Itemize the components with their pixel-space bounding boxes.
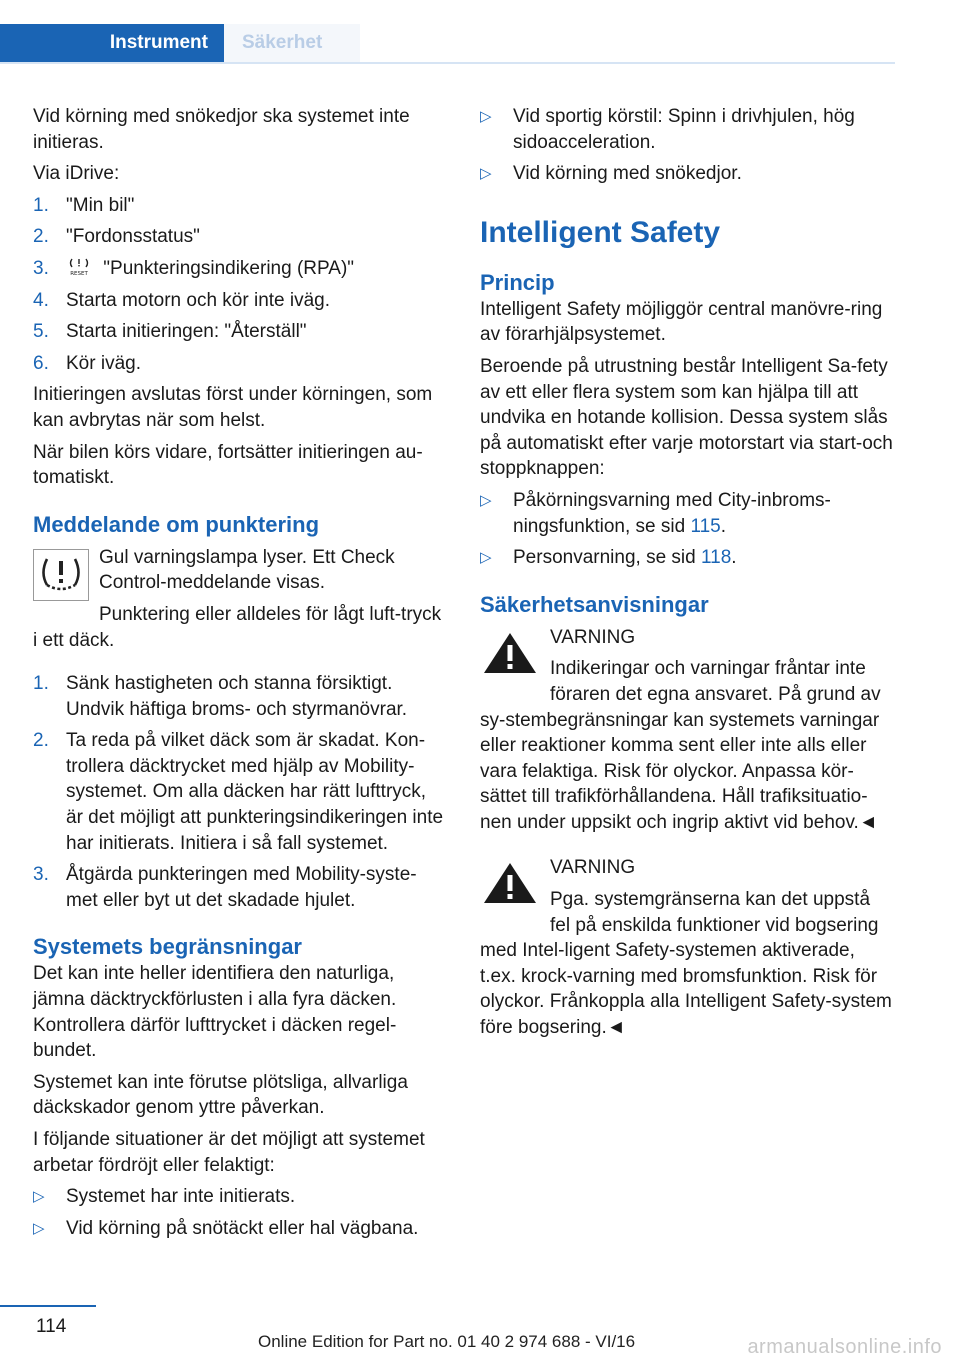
- paragraph: Via iDrive:: [33, 163, 120, 185]
- footer-divider: [0, 1305, 96, 1307]
- warning-triangle-icon: [480, 629, 540, 677]
- heading-intelligent-safety: Intelligent Safety: [480, 215, 721, 249]
- left-column: [33, 104, 448, 1247]
- idrive-steps: [33, 193, 448, 377]
- step-text: Kör iväg.: [66, 352, 141, 374]
- tab-instrument[interactable]: Instrument: [0, 24, 224, 62]
- bullet-text: Vid körning på snötäckt eller hal vägbana.: [66, 1217, 419, 1239]
- step-number: 4.: [33, 289, 49, 311]
- step-number: 1.: [33, 194, 49, 216]
- warning-block-2: [480, 855, 895, 1040]
- limits-bullets-cont: [480, 104, 895, 187]
- rpa-reset-icon: [66, 257, 92, 277]
- step-text: "Punkteringsindikering (RPA)": [98, 257, 355, 279]
- warning-title: VARNING: [550, 626, 636, 648]
- step-text: "Fordonsstatus": [66, 226, 200, 248]
- list-item: [480, 545, 895, 571]
- step-number: 1.: [33, 673, 49, 695]
- bullet-text: Vid sportig körstil: Spinn i drivhjulen, hög sidoacceleration.: [513, 106, 855, 153]
- heading-system-limits: Systemets begränsningar: [33, 934, 302, 960]
- heading-principle: Princip: [480, 269, 555, 295]
- paragraph: Punktering eller alldeles för lågt luft‐tryck i ett däck.: [33, 603, 442, 651]
- tab-sakerhet[interactable]: Säkerhet: [224, 24, 360, 62]
- paragraph: Beroende på utrustning består Intelligent Sa‐fety av ett eller flera system som kan hjälpa till att undvika en hotande kollision. Dessa system slås på automatiskt efter varje motorstart via start-och stoppknappen:: [480, 355, 893, 480]
- right-column: [480, 104, 895, 1047]
- step-number: 6.: [33, 352, 49, 374]
- flat-tyre-steps: [33, 671, 448, 913]
- list-item: [480, 488, 895, 539]
- heading-flat-tyre: Meddelande om punktering: [33, 511, 320, 537]
- triangle-right-icon: ▷: [33, 1219, 45, 1237]
- paragraph: I följande situationer är det möjligt att systemet arbetar fördröjt eller felaktigt:: [33, 1129, 425, 1176]
- bullet-text-end: .: [720, 515, 727, 537]
- step-text: Sänk hastigheten och stanna försiktigt. Undvik häftiga broms- och styrmanövrar.: [66, 673, 408, 720]
- heading-safety-notes: Säkerhetsanvisningar: [480, 591, 709, 617]
- limits-bullets: [33, 1184, 448, 1241]
- step-number: 2.: [33, 226, 49, 248]
- watermark: armanualsonline.info: [747, 1336, 942, 1358]
- warning-block-1: [480, 625, 895, 836]
- triangle-right-icon: ▷: [480, 165, 492, 183]
- systems-bullets: [480, 488, 895, 571]
- list-item: [33, 1216, 448, 1242]
- triangle-right-icon: ▷: [480, 108, 492, 125]
- list-item: [33, 671, 448, 722]
- list-item: [480, 104, 895, 155]
- step-text: Starta motorn och kör inte iväg.: [66, 289, 331, 311]
- list-item: [33, 224, 448, 250]
- bullet-text: Personvarning, se sid: [513, 547, 701, 569]
- paragraph: Systemet kan inte förutse plötsliga, allvarliga däckskador genom yttre påverkan.: [33, 1071, 408, 1119]
- bullet-text: Påkörningsvarning med City-inbroms‐ningsfunktion, se sid: [513, 489, 831, 537]
- page-link-115[interactable]: 115: [690, 515, 721, 537]
- header-tabbar: [0, 24, 895, 64]
- list-item: [480, 161, 895, 187]
- bullet-text-end: .: [731, 547, 737, 569]
- paragraph: Gul varningslampa lyser. Ett Check Control-meddelande visas.: [99, 546, 395, 594]
- tyre-pressure-warning-icon: [33, 549, 89, 601]
- warning-text: Pga. systemgränserna kan det uppstå fel på enskilda funktioner vid bogsering med Intel‐ligent Safety-systemen aktiverade, t.ex. krock‐varning med bromsfunktion. Risk för olyckor. Frånkoppla alla Intelligent Safety-system före bogsering.◄: [480, 889, 892, 1039]
- list-item: [33, 288, 448, 314]
- step-number: 3.: [33, 257, 49, 279]
- list-item: [33, 193, 448, 219]
- step-number: 3.: [33, 864, 49, 886]
- paragraph: Initieringen avslutas först under körningen, som kan avbrytas när som helst.: [33, 384, 433, 431]
- bullet-text: Vid körning med snökedjor.: [513, 163, 742, 185]
- page-number: 114: [36, 1316, 67, 1337]
- step-text: Starta initieringen: "Återställ": [66, 321, 307, 343]
- step-text: Ta reda på vilket däck som är skadat. Kon‐trollera däcktrycket med hjälp av Mobility-systemet. Om alla däcken har rätt lufttryck, är det möjligt att punkteringsindikeringen inte har initierats. Initiera i så fall systemet.: [66, 730, 444, 854]
- warning-title: VARNING: [550, 857, 636, 879]
- step-text: "Min bil": [66, 194, 135, 216]
- list-item: [33, 351, 448, 377]
- list-item: [33, 256, 448, 282]
- page-link-118[interactable]: 118: [701, 547, 732, 569]
- triangle-right-icon: ▷: [480, 549, 492, 567]
- step-number: 5.: [33, 321, 49, 343]
- paragraph: Intelligent Safety möjliggör central manövre‐ring av förarhjälpsystemet.: [480, 298, 883, 346]
- bullet-text: Systemet har inte initierats.: [66, 1186, 296, 1208]
- triangle-right-icon: ▷: [33, 1188, 45, 1206]
- list-item: [33, 319, 448, 345]
- paragraph: När bilen körs vidare, fortsätter initieringen au‐tomatiskt.: [33, 441, 423, 489]
- warning-triangle-icon: [480, 859, 540, 907]
- paragraph: Vid körning med snökedjor ska systemet inte initieras.: [33, 106, 410, 153]
- list-item: [33, 728, 448, 856]
- edition-note: Online Edition for Part no. 01 40 2 974 688 - VI/16: [258, 1332, 636, 1351]
- paragraph: Det kan inte heller identifiera den naturliga, jämna däcktryckförlusten i alla fyra däcken. Kontrollera därför lufttrycket i däcken regel‐bundet.: [33, 963, 397, 1062]
- triangle-right-icon: ▷: [480, 491, 492, 509]
- warning-text: Indikeringar och varningar fråntar inte föraren det egna ansvaret. På grund av sy‐stembegränsningar kan systemets varningar eller reaktioner komma sent eller inte alls eller vara felaktiga. Risk för olyckor. Anpassa kör‐sättet till trafikförhållandena. Håll trafiksituatio‐nen under uppsikt och ingrip aktivt vid behov.◄: [480, 658, 881, 833]
- list-item: [33, 862, 448, 913]
- step-number: 2.: [33, 730, 49, 752]
- svg-text:RESET: RESET: [70, 270, 88, 277]
- list-item: [33, 1184, 448, 1210]
- step-text: Åtgärda punkteringen med Mobility-syste‐met eller byt ut det skadade hjulet.: [66, 864, 417, 911]
